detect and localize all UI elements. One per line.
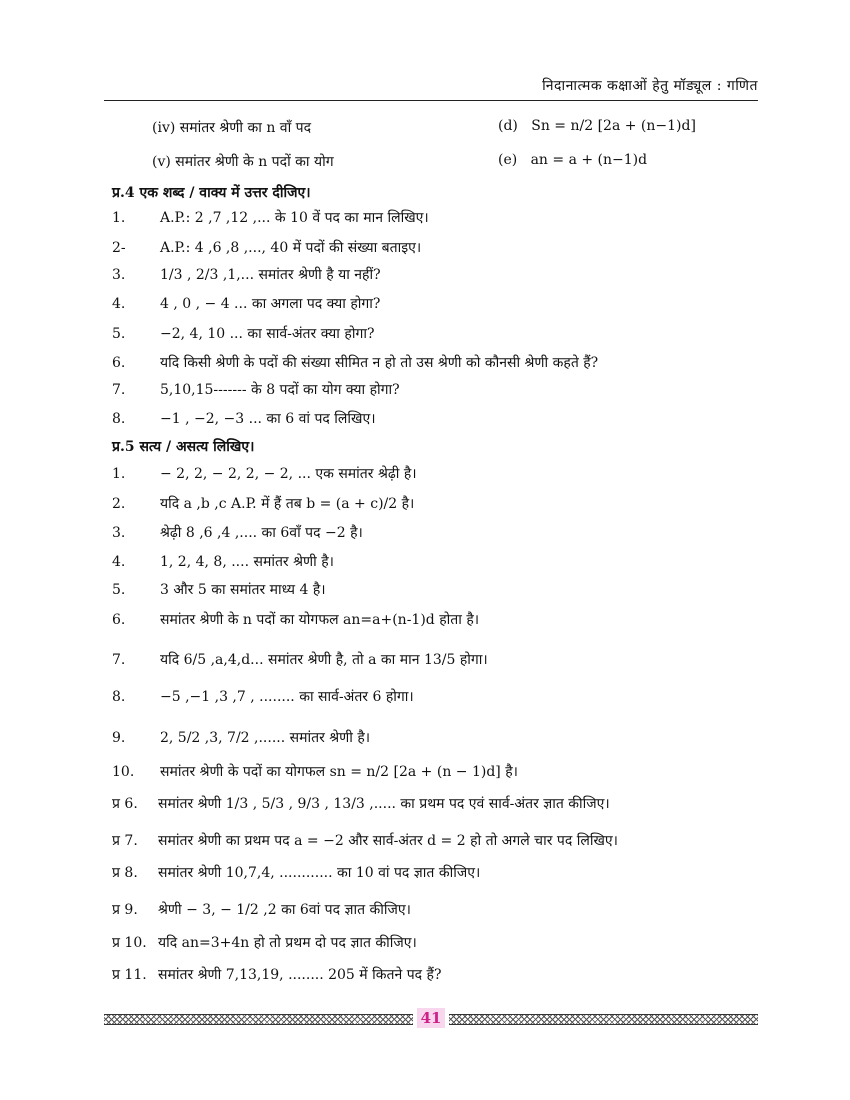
question-number: प्र 6. [112,796,138,812]
item-number: 8. [112,411,126,427]
item-text: −5 ,−1 ,3 ,7 , ........ का सार्व-अंतर 6 होगा। [160,689,414,705]
question-number: प्र 10. [112,935,147,951]
q4-item [112,295,380,313]
item-text: समांतर श्रेणी के पदों का योगफल sn = n/2 [2a + (n − 1)d] है। [160,764,518,780]
question-row [112,934,417,952]
page-header: निदानात्मक कक्षाओं हेतु मॉड्यूल : गणित [542,78,758,94]
q4-item [112,325,374,343]
q4-heading: प्र.4 एक शब्द / वाक्य में उत्तर दीजिए। [112,185,311,201]
q5-item [112,651,488,669]
item-number: 5. [112,326,126,342]
question-number: प्र 9. [112,902,138,918]
item-number: 1. [112,210,126,226]
item-number: 6. [112,612,126,628]
footer-ornament-left [104,1014,413,1025]
item-number: 9. [112,730,126,746]
q5-item [112,611,479,629]
question-row [112,832,618,850]
question-text: समांतर श्रेणी 1/3 , 5/3 , 9/3 , 13/3 ,..... का प्रथम पद एवं सार्व-अंतर ज्ञात कीजिए। [158,796,610,812]
item-number: 7. [112,652,126,668]
page-number: 41 [417,1008,445,1028]
question-text: समांतर श्रेणी का प्रथम पद a = −2 और सार्व-अंतर d = 2 हो तो अगले चार पद लिखिए। [158,833,618,849]
item-number: 6. [112,355,126,371]
item-number: 1. [112,466,126,482]
item-number: 3. [112,267,126,283]
item-number: 2. [112,496,126,512]
match-right-e [498,152,647,168]
question-text: समांतर श्रेणी 7,13,19, ........ 205 में कितने पद हैं? [158,967,442,983]
item-number: 5. [112,582,126,598]
question-row [112,795,610,813]
match-label-e: (e) [498,152,518,168]
item-text: 2, 5/2 ,3, 7/2 ,...... समांतर श्रेणी है। [160,730,371,746]
header-rule [104,100,758,101]
item-text: श्रेढ़ी 8 ,6 ,4 ,.... का 6वाँ पद −2 है। [160,525,363,541]
question-text: श्रेणी − 3, − 1/2 ,2 का 6वां पद ज्ञात कीजिए। [158,902,411,918]
question-row [112,901,411,919]
item-text: समांतर श्रेणी के n पदों का योगफल an=a+(n-1)d होता है। [160,612,480,628]
q4-item [112,239,421,257]
item-text: −2, 4, 10 ... का सार्व-अंतर क्या होगा? [160,326,375,342]
item-text: A.P.: 2 ,7 ,12 ,... के 10 वें पद का मान लिखिए। [160,210,429,226]
item-text: A.P.: 4 ,6 ,8 ,..., 40 में पदों की संख्या बताइए। [160,240,422,256]
q5-item [112,581,326,599]
q5-item [112,729,370,747]
match-right-d [498,118,696,134]
item-number: 4. [112,296,126,312]
item-number: 2- [112,240,126,256]
item-text: यदि किसी श्रेणी के पदों की संख्या सीमित न हो तो उस श्रेणी को कौनसी श्रेणी कहते हैं? [160,355,599,371]
formula-nth-term: an = a + (n−1)d [530,152,648,168]
match-label-d: (d) [498,118,518,134]
item-text: 1, 2, 4, 8, .... समांतर श्रेणी है। [160,554,334,570]
q5-heading: प्र.5 सत्य / असत्य लिखिए। [112,439,255,455]
page-footer [104,1009,758,1027]
q4-item [112,266,381,284]
item-number: 3. [112,525,126,541]
q4-item [112,209,429,227]
q5-item [112,553,334,571]
item-text: 5,10,15------- के 8 पदों का योग क्या होगा? [160,382,400,398]
q5-item [112,524,363,542]
q4-item [112,410,376,428]
question-number: प्र 11. [112,967,147,983]
item-text: − 2, 2, − 2, 2, − 2, ... एक समांतर श्रेढ़ी है। [160,466,417,482]
question-row [112,966,441,984]
question-row [112,864,480,882]
q4-item [112,354,598,372]
question-number: प्र 8. [112,865,138,881]
item-number: 7. [112,382,126,398]
footer-ornament-right [449,1014,758,1025]
q5-item [112,465,417,483]
question-number: प्र 7. [112,833,138,849]
q5-item [112,495,414,513]
item-text: यदि a ,b ,c A.P. में हैं तब b = (a + c)/2 है। [160,496,415,512]
item-number: 10. [112,764,135,780]
formula-sum: Sn = n/2 [2a + (n−1)d] [531,118,696,134]
item-text: 1/3 , 2/3 ,1,... समांतर श्रेणी है या नहीं? [160,267,381,283]
question-text: समांतर श्रेणी 10,7,4, ............ का 10 वां पद ज्ञात कीजिए। [158,865,481,881]
q5-item [112,763,518,781]
item-number: 4. [112,554,126,570]
match-left-iv: (iv) समांतर श्रेणी का n वाँ पद [152,120,312,136]
item-number: 8. [112,689,126,705]
q4-item [112,381,400,399]
item-text: 3 और 5 का समांतर माध्य 4 है। [160,582,326,598]
q5-item [112,688,414,706]
item-text: 4 , 0 , − 4 ... का अगला पद क्या होगा? [160,296,381,312]
item-text: यदि 6/5 ,a,4,d... समांतर श्रेणी है, तो a का मान 13/5 होगा। [160,652,488,668]
item-text: −1 , −2, −3 ... का 6 वां पद लिखिए। [160,411,376,427]
match-left-v: (v) समांतर श्रेणी के n पदों का योग [152,154,334,170]
question-text: यदि an=3+4n हो तो प्रथम दो पद ज्ञात कीजिए। [158,935,417,951]
